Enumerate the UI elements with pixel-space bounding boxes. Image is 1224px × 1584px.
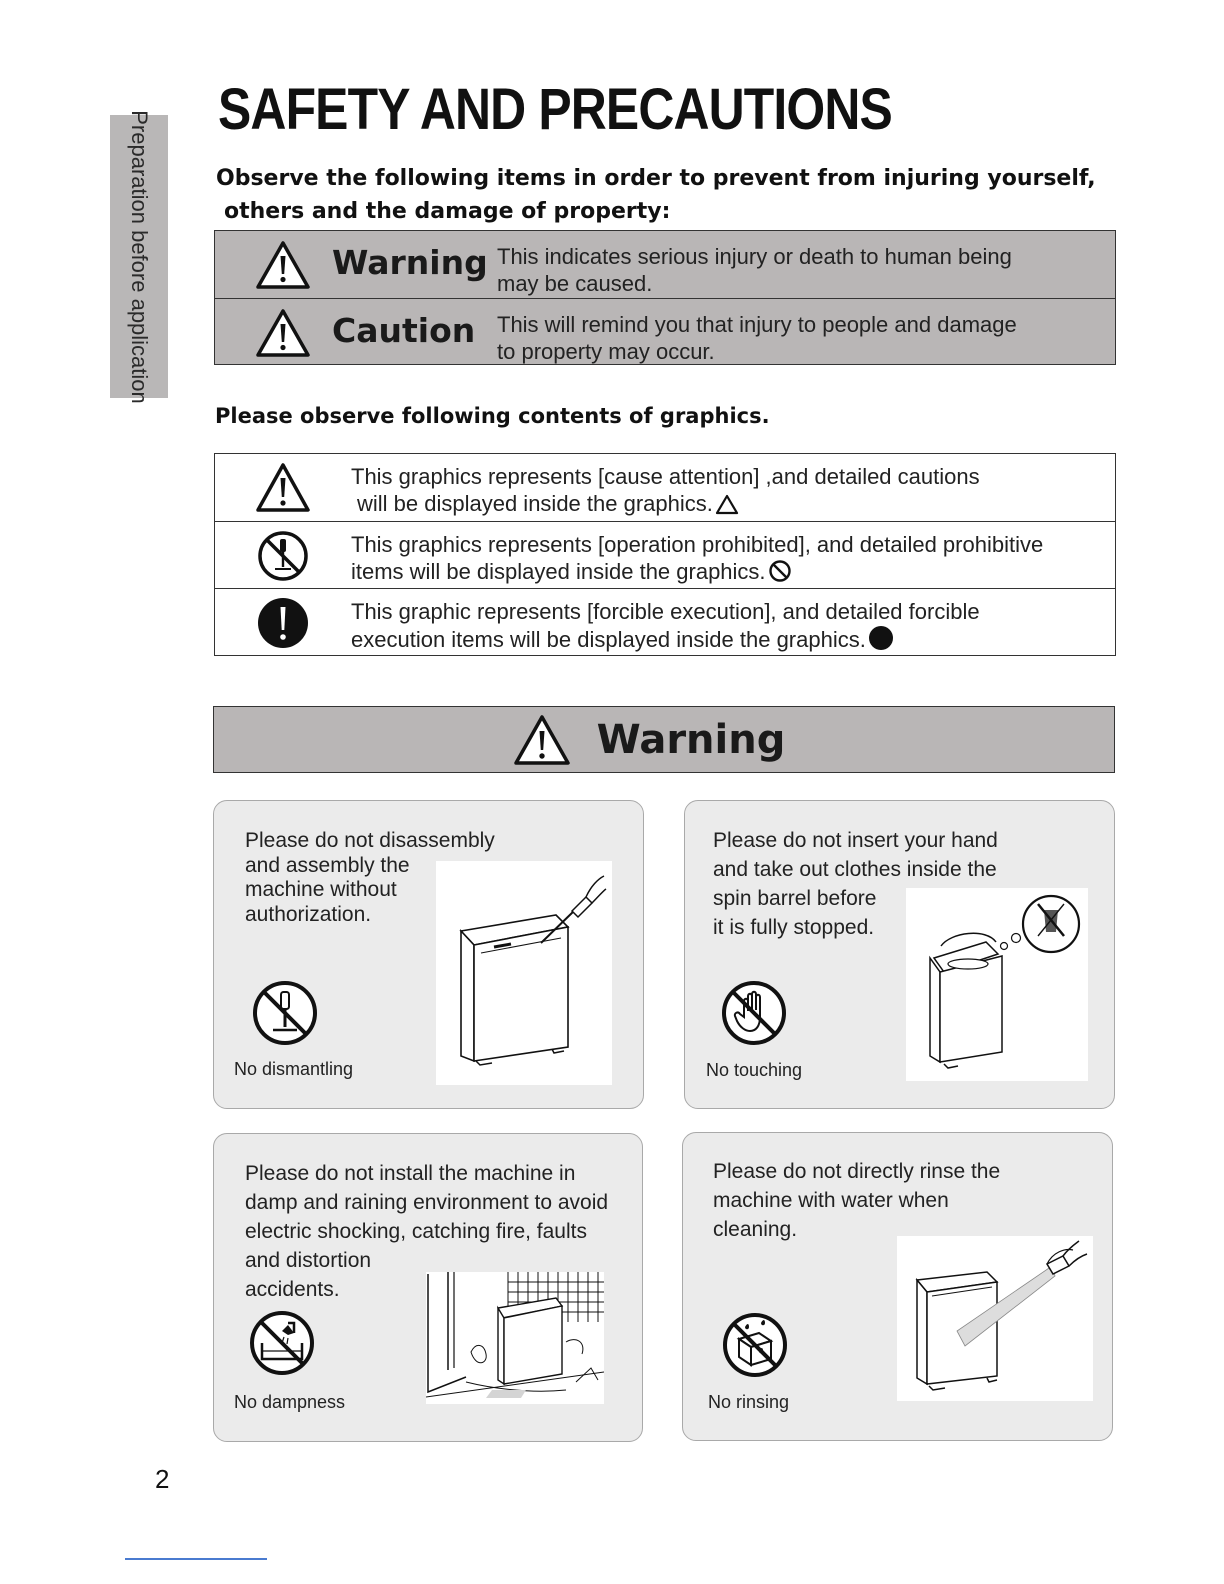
card-touching-line-1: Please do not insert your hand [713, 829, 998, 852]
card-rinsing-text [713, 1157, 1000, 1244]
card-touching-line-2: and take out clothes inside the [713, 858, 997, 881]
hose-spraying-washer-illustration [897, 1236, 1093, 1401]
legend-label-caution: Caution [332, 311, 476, 350]
intro-line-2: others and the damage of property: [224, 199, 671, 224]
card-dampness-line-1: Please do not install the machine in [245, 1162, 576, 1185]
graphics-legend-table [214, 453, 1116, 656]
legend-desc-warning-line-2: may be caused. [497, 271, 653, 296]
graphics-forcible-line-2: execution items will be displayed inside the graphics. [351, 627, 866, 652]
legend-desc-caution [497, 311, 1097, 365]
card-rinsing-line-2: machine with water when [713, 1189, 949, 1212]
prohibited-icon [255, 530, 311, 582]
card-dismantling-line-4: authorization. [245, 902, 372, 926]
signal-word-legend [214, 230, 1116, 365]
graphics-prohibited-line-2-wrap [351, 558, 1111, 585]
washing-machine-screwdriver-illustration [436, 861, 612, 1085]
side-section-tab [110, 109, 168, 404]
spinning-washer-illustration [906, 888, 1088, 1081]
warning-card-dismantling [213, 800, 644, 1109]
warning-banner [213, 706, 1115, 773]
card-dampness-line-3: electric shocking, catching fire, faults [245, 1220, 587, 1243]
card-dismantling-caption: No dismantling [234, 1059, 354, 1079]
graphics-text-prohibited [351, 531, 1111, 585]
graphics-row-attention [215, 454, 1115, 521]
no-dismantling-icon [251, 979, 319, 1047]
caution-triangle-icon [255, 308, 311, 358]
page-title: SAFETY AND PRECAUTIONS [218, 77, 892, 142]
legend-desc-caution-line-2: to property may occur. [497, 339, 715, 364]
graphics-heading: Please observe following contents of graphics. [215, 404, 770, 428]
card-dismantling-line-2: and assembly the [245, 853, 410, 877]
graphics-attention-line-1: This graphics represents [cause attention] ,and detailed cautions [351, 464, 980, 489]
footer-rule [125, 1558, 267, 1560]
legend-row-warning [215, 231, 1115, 298]
graphics-row-prohibited [215, 521, 1115, 588]
legend-label-warning: Warning [332, 243, 488, 282]
card-dampness-line-2: damp and raining environment to avoid [245, 1191, 609, 1214]
card-rinsing-caption: No rinsing [708, 1392, 790, 1412]
warning-card-touching [684, 800, 1115, 1109]
card-rinsing-line-3: cleaning. [713, 1218, 798, 1241]
small-filled-circle-icon [868, 625, 894, 651]
forcible-execution-icon [255, 597, 311, 649]
legend-desc-caution-line-1: This will remind you that injury to people and damage [497, 312, 1017, 337]
bathroom-washer-illustration [426, 1272, 604, 1404]
warning-card-dampness [213, 1133, 643, 1442]
intro-line-1: Observe the following items in order to prevent from injuring yourself, [216, 166, 1096, 191]
graphics-attention-line-2: will be displayed inside the graphics. [357, 491, 713, 516]
graphics-text-attention [351, 463, 1111, 517]
legend-row-caution [215, 298, 1115, 365]
graphics-prohibited-line-2: items will be displayed inside the graphics. [351, 559, 766, 584]
side-section-label: Preparation before application [127, 109, 152, 404]
attention-triangle-icon [255, 462, 311, 514]
graphics-forcible-line-2-wrap [351, 625, 1111, 653]
graphics-forcible-line-1: This graphic represents [forcible execution], and detailed forcible [351, 599, 980, 624]
card-touching-line-3: spin barrel before [713, 887, 877, 910]
card-dampness-line-4: and distortion [245, 1249, 372, 1272]
card-touching-line-4: it is fully stopped. [713, 916, 875, 939]
intro-text [216, 162, 1126, 228]
no-touching-icon [720, 979, 788, 1047]
card-touching-caption: No touching [706, 1060, 803, 1080]
small-prohibited-icon [768, 559, 792, 583]
warning-banner-label: Warning [596, 716, 786, 763]
warning-triangle-icon [255, 240, 311, 290]
legend-desc-warning [497, 243, 1097, 297]
graphics-text-forcible [351, 598, 1111, 653]
warning-triangle-icon [513, 714, 571, 766]
no-rinsing-icon [721, 1311, 789, 1379]
card-rinsing-line-1: Please do not directly rinse the [713, 1160, 1001, 1183]
card-dismantling-line-1: Please do not disassembly [245, 829, 495, 852]
graphics-row-forcible [215, 588, 1115, 655]
graphics-attention-line-2-wrap [351, 490, 1111, 517]
page-number: 2 [155, 1464, 170, 1494]
graphics-prohibited-line-1: This graphics represents [operation prohibited], and detailed prohibitive [351, 532, 1044, 557]
card-dampness-line-5: accidents. [245, 1278, 340, 1301]
no-dampness-icon [248, 1309, 316, 1377]
card-dismantling-line-3: machine without [245, 878, 397, 901]
legend-desc-warning-line-1: This indicates serious injury or death to human being [497, 244, 1012, 269]
small-triangle-icon [715, 494, 739, 515]
card-dampness-caption: No dampness [234, 1392, 346, 1412]
warning-card-rinsing [682, 1132, 1113, 1441]
